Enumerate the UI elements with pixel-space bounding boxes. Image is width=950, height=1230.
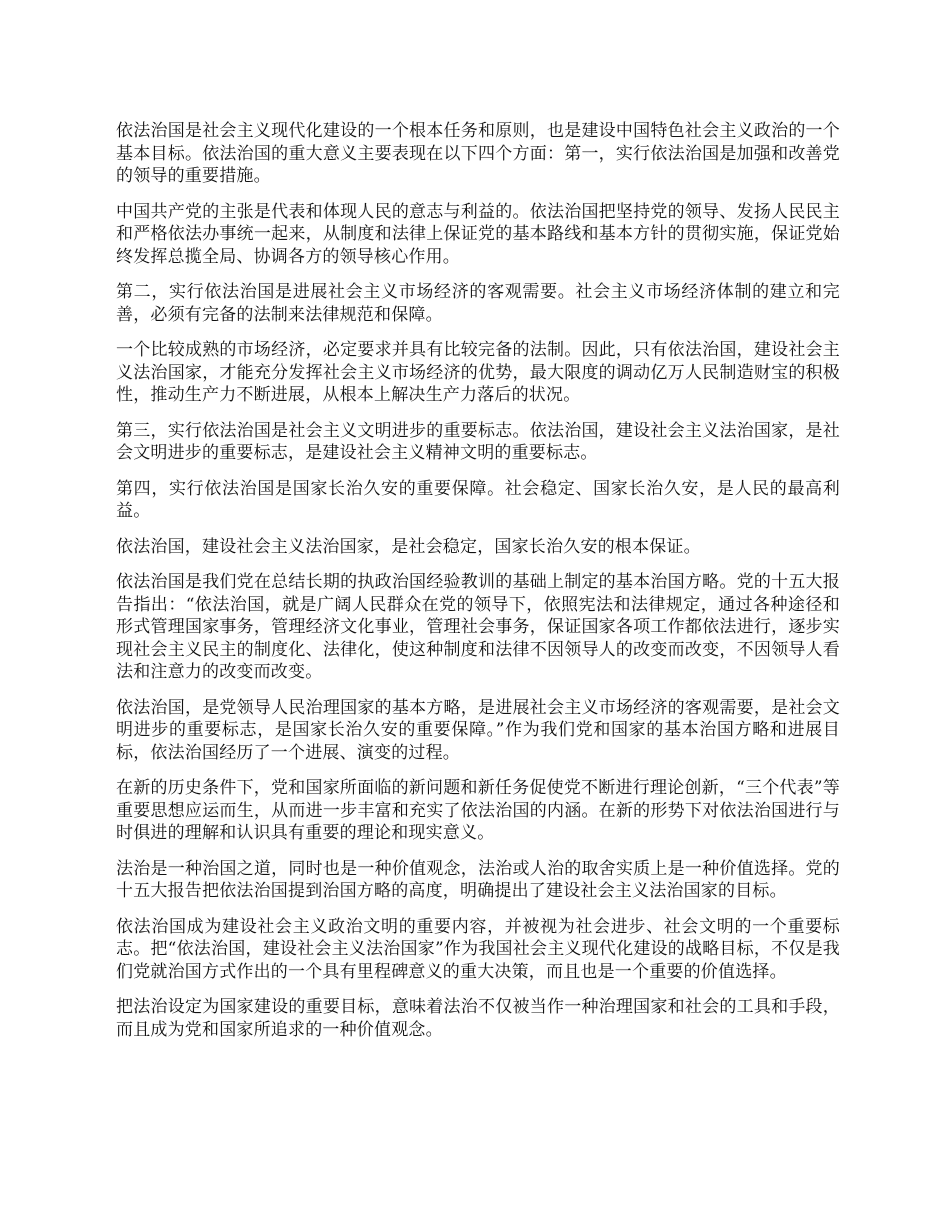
- paragraph-3: 第二，实行依法治国是进展社会主义市场经济的客观需要。社会主义市场经济体制的建立和完善，必须有完备的法制来法律规范和保障。: [116, 282, 840, 325]
- paragraph-6: 第四，实行依法治国是国家长治久安的重要保障。社会稳定、国家长治久安，是人民的最高利益。: [116, 478, 840, 521]
- paragraph-7: 依法治国，建设社会主义法治国家，是社会稳定，国家长治久安的根本保证。: [116, 536, 701, 557]
- paragraph-9: 依法治国，是党领导人民治理国家的基本方略，是进展社会主义市场经济的客观需要，是社会文明进步的重要标志，是国家长治久安的重要保障。”作为我们党和国家的基本治国方略和进展目标，依法治国经历了一个进展、演变的过程。: [116, 697, 840, 763]
- paragraph-10: 在新的历史条件下，党和国家所面临的新问题和新任务促使党不断进行理论创新，“三个代表”等重要思想应运而生，从而进一步丰富和充实了依法治国的内涵。在新的形势下对依法治国进行与时俱进的理解和认识具有重要的理论和现实意义。: [116, 778, 840, 843]
- paragraph-1: 依法治国是社会主义现代化建设的一个根本任务和原则，也是建设中国特色社会主义政治的一个基本目标。依法治国的重大意义主要表现在以下四个方面：第一，实行依法治国是加强和改善党的领导的重要措施。: [116, 121, 840, 186]
- paragraph-12: 依法治国成为建设社会主义政治文明的重要内容，并被视为社会进步、社会文明的一个重要标志。把“依法治国，建设社会主义法治国家”作为我国社会主义现代化建设的战略目标，不仅是我们党就治国方式作出的一个具有里程碑意义的重大决策，而且也是一个重要的价值选择。: [116, 916, 840, 982]
- paragraph-8: 依法治国是我们党在总结长期的执政治国经验教训的基础上制定的基本治国方略。党的十五大报告指出：“依法治国，就是广阔人民群众在党的领导下，依照宪法和法律规定，通过各种途径和形式管理国家事务，管理经济文化事业，管理社会事务，保证国家各项工作都依法进行，逐步实现社会主义民主的制度化、法律化，使这种制度和法律不因领导人的改变而改变，不因领导人看法和注意力的改变而改变。: [116, 572, 840, 682]
- paragraph-5: 第三，实行依法治国是社会主义文明进步的重要标志。依法治国，建设社会主义法治国家，是社会文明进步的重要标志，是建设社会主义精神文明的重要标志。: [116, 420, 840, 463]
- document-body: [116, 120, 840, 1054]
- paragraph-13: 把法治设定为国家建设的重要目标，意味着法治不仅被当作一种治理国家和社会的工具和手段，而且成为党和国家所追求的一种价值观念。: [116, 997, 840, 1040]
- paragraph-4: 一个比较成熟的市场经济，必定要求并具有比较完备的法制。因此，只有依法治国，建设社会主义法治国家，才能充分发挥社会主义市场经济的优势，最大限度的调动亿万人民制造财宝的积极性，推动生产力不断进展，从根本上解决生产力落后的状况。: [116, 340, 840, 405]
- paragraph-2: 中国共产党的主张是代表和体现人民的意志与利益的。依法治国把坚持党的领导、发扬人民民主和严格依法办事统一起来，从制度和法律上保证党的基本路线和基本方针的贯彻实施，保证党始终发挥总揽全局、协调各方的领导核心作用。: [116, 201, 840, 267]
- paragraph-11: 法治是一种治国之道，同时也是一种价值观念，法治或人治的取舍实质上是一种价值选择。党的十五大报告把依法治国提到治国方略的高度，明确提出了建设社会主义法治国家的目标。: [116, 858, 840, 901]
